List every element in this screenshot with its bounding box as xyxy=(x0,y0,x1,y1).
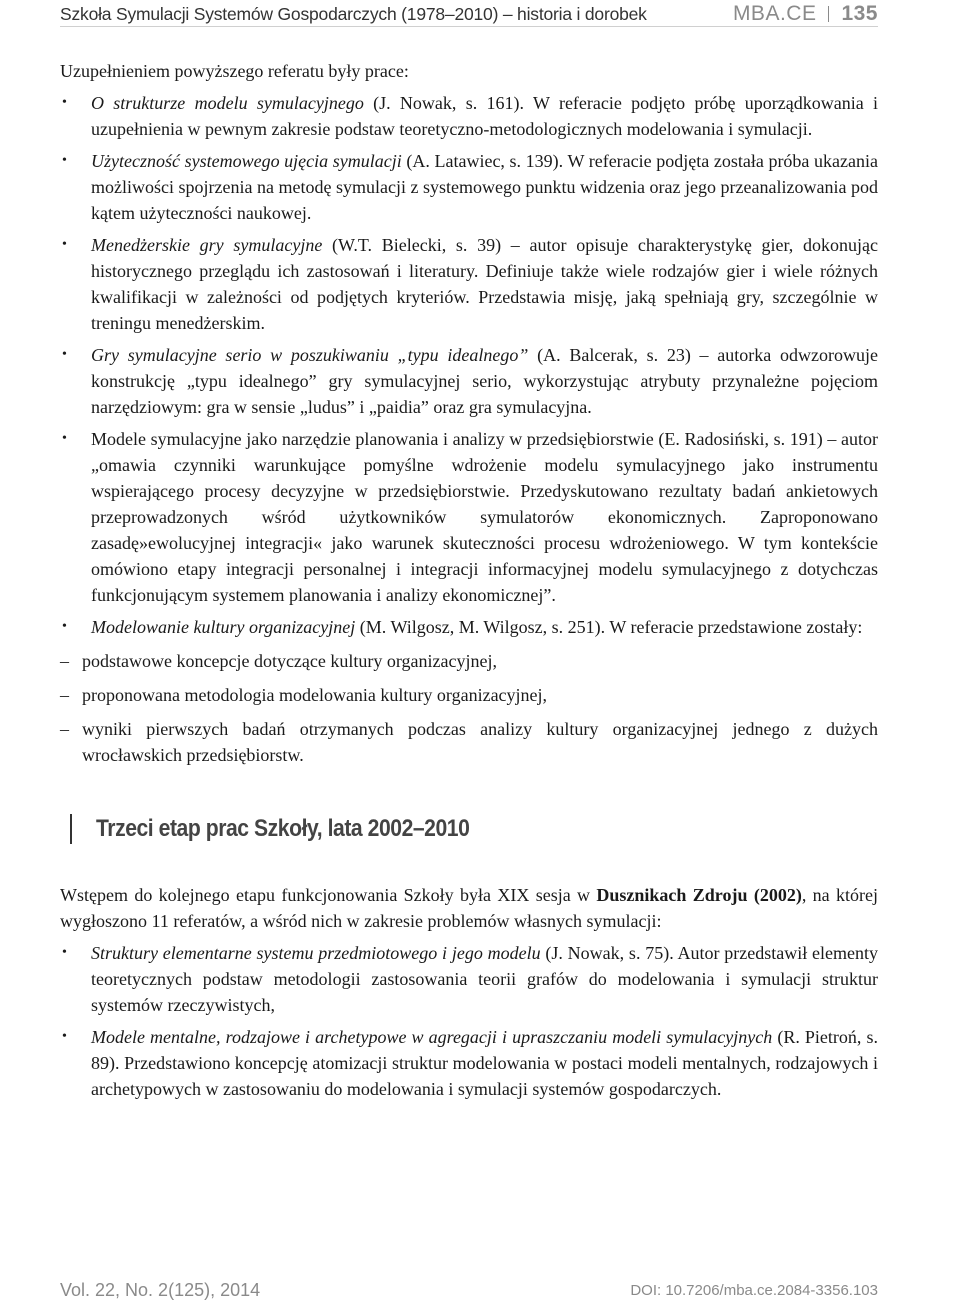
work-title: Modelowanie kultury organizacyjnej xyxy=(91,617,356,637)
bullet-icon: • xyxy=(62,347,67,362)
bullet-icon: • xyxy=(62,1029,67,1044)
work-title: O strukturze modelu symulacyjnego xyxy=(91,93,364,113)
work-description: (A. Balcerak, s. 23) – autorka odwzorowuje konstrukcję „typu idealnego” gry symulacyjnej serio, wykorzystując atrybuty przynależne pojęciom narzędziowym: gra w sensie „ludus” i „paidia” oraz gra symulacyjna. xyxy=(91,345,878,417)
work-description: (R. Pietroń, s. 89). Przedstawiono koncepcję atomizacji struktur modelowania w postaci modeli mentalnych, rodzajowych i archetypowych w zastosowaniu do modelowania i symulacji systemów gospodarczych. xyxy=(91,1027,878,1099)
list-item xyxy=(60,148,878,226)
dash-item xyxy=(60,716,878,768)
page-number: 135 xyxy=(841,2,878,25)
page-header xyxy=(60,0,878,27)
work-description: (M. Wilgosz, M. Wilgosz, s. 251). W referacie przedstawione zostały: xyxy=(355,617,863,637)
work-description: (J. Nowak, s. 75). Autor przedstawił elementy teoretycznych podstaw metodologii zastosowania teorii grafów do modelowania i symulacji struktur systemów rzeczywistych, xyxy=(91,943,878,1015)
session-location: Dusznikach Zdroju (2002) xyxy=(596,885,802,905)
bullet-icon: • xyxy=(62,153,67,168)
volume-info: Vol. 22, No. 2(125), 2014 xyxy=(60,1279,261,1300)
bullet-icon: • xyxy=(62,431,67,446)
bullet-icon: • xyxy=(62,619,67,634)
work-title: Menedżerskie gry symulacyjne xyxy=(91,235,323,255)
page-footer xyxy=(60,1278,878,1302)
works-list-2 xyxy=(60,940,878,1102)
list-item xyxy=(60,90,878,142)
section-paragraph xyxy=(60,882,878,934)
list-item xyxy=(60,342,878,420)
work-title: Struktury elementarne systemu przedmiotowego i jego modelu xyxy=(91,943,541,963)
work-description: (J. Nowak, s. 161). W referacie podjęto próbę uporządkowania i uzupełnienia w pewnym zakresie podstaw teoretyczno-metodologicznych modelowania i symulacji. xyxy=(91,93,878,139)
work-description: (W.T. Bielecki, s. 39) – autor opisuje charakterystykę gier, dokonując historycznego przeglądu ich zastosowań i literatury. Definiuje także wiele rodzajów gier i wiele różnych kwalifikacji w zależności od podjętych kryteriów. Przedstawia misję, jaką spełniają gry, szczególnie w treningu menedżerskim. xyxy=(91,235,878,333)
list-item xyxy=(60,1024,878,1102)
paragraph-text: , na której wygłoszono 11 referatów, a wśród nich w zakresie problemów własnych symulacji: xyxy=(60,885,878,931)
list-item xyxy=(60,232,878,336)
bullet-icon: • xyxy=(62,95,67,110)
bullet-icon: • xyxy=(62,945,67,960)
article-body xyxy=(60,58,878,1102)
intro-paragraph: Uzupełnieniem powyższego referatu były prace: xyxy=(60,61,409,81)
paragraph-text: Wstępem do kolejnego etapu funkcjonowania Szkoły była XIX sesja w xyxy=(60,885,597,905)
list-item xyxy=(60,426,878,608)
dash-icon: – xyxy=(60,685,69,705)
section-title: Trzeci etap prac Szkoły, lata 2002–2010 xyxy=(96,815,470,842)
list-item xyxy=(60,940,878,1018)
dash-item xyxy=(60,682,878,708)
section-bar xyxy=(70,814,72,844)
journal-block xyxy=(733,0,878,26)
work-title: Gry symulacyjne serio w poszukiwaniu „typu idealnego” xyxy=(91,345,529,365)
journal-name: MBA.CE xyxy=(732,2,817,25)
work-description: Modele symulacyjne jako narzędzie planowania i analizy w przedsiębiorstwie (E. Radosiński, s. 191) – autor „omawia czynniki warunkujące pomyślne wdrożenie modelu symulacyjnego jako instrumentu wspierającego procesy decyzyjne w przedsiębiorstwie. Przedyskutowano rezultaty badań ankietowych przeprowadzonych wśród użytkowników symulatorów ekonomicznych. Zaproponowano zasadę»ewolucyjnej integracji« jako warunek skuteczności procesu wdrożeniowego. W tym kontekście omówiono etapy integracji personalnej i integracji informacyjnej modelu symulacyjnego z dotychczas funkcjonującym systemem planowania i analizy ekonomicznej”. xyxy=(91,429,878,605)
dash-icon: – xyxy=(60,651,69,671)
dash-list xyxy=(60,648,878,768)
dash-item-text: podstawowe koncepcje dotyczące kultury organizacyjnej, xyxy=(82,651,498,671)
dash-item-text: wyniki pierwszych badań otrzymanych podczas analizy kultury organizacyjnej jednego z dużych wrocławskich przedsiębiorstw. xyxy=(82,719,878,765)
header-divider xyxy=(828,6,829,22)
work-title: Użyteczność systemowego ujęcia symulacji xyxy=(91,151,402,171)
bullet-icon: • xyxy=(62,237,67,252)
doi: DOI: 10.7206/mba.ce.2084-3356.103 xyxy=(630,1281,878,1299)
list-item xyxy=(60,614,878,768)
dash-item-text: proponowana metodologia modelowania kultury organizacyjnej, xyxy=(82,685,548,705)
running-title: Szkoła Symulacji Systemów Gospodarczych (1978–2010) – historia i dorobek xyxy=(60,3,647,24)
dash-icon: – xyxy=(60,719,69,739)
section-heading xyxy=(60,814,878,844)
dash-item xyxy=(60,648,878,674)
work-title: Modele mentalne, rodzajowe i archetypowe w agregacji i upraszczaniu modeli symulacyjnych xyxy=(91,1027,773,1047)
work-description: (A. Latawiec, s. 139). W referacie podjęta została próba ukazania możliwości spojrzenia na metodę symulacji z systemowego punktu widzenia oraz jego przeanalizowania pod kątem użyteczności naukowej. xyxy=(91,151,878,223)
works-list xyxy=(60,90,878,768)
